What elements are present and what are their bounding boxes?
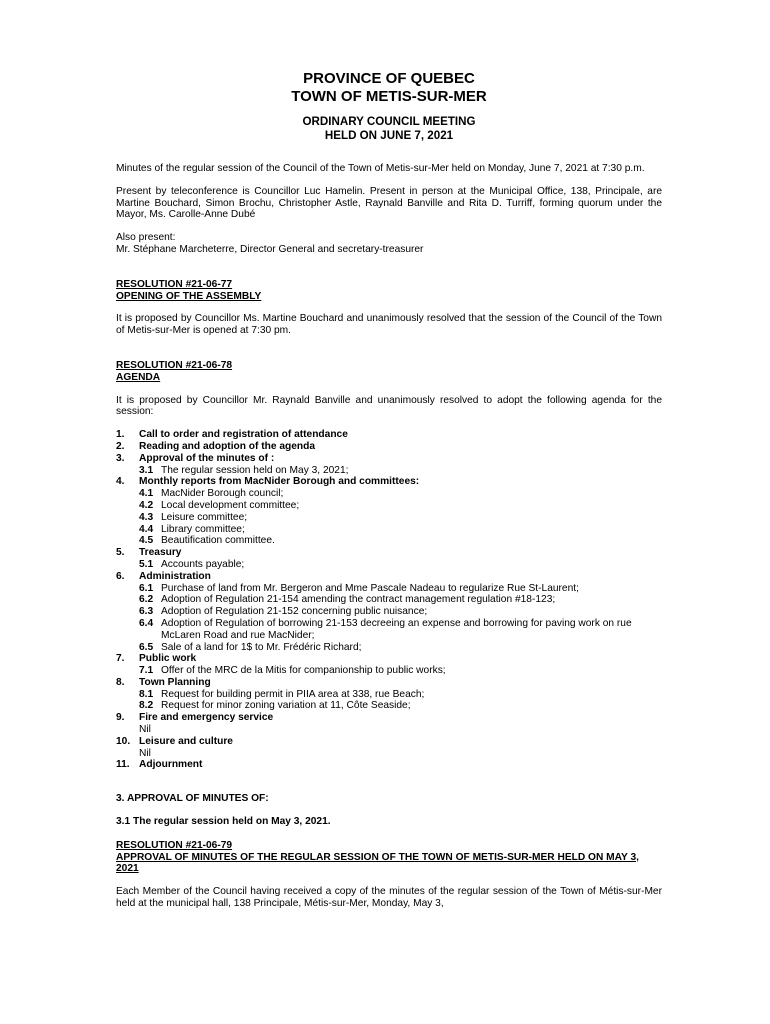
resolution-title: AGENDA — [116, 371, 161, 383]
agenda-item — [116, 476, 662, 547]
section-3-heading: 3. APPROVAL OF MINUTES OF: — [116, 793, 269, 805]
agenda-item — [116, 677, 662, 712]
agenda-subitem — [139, 724, 662, 736]
agenda-subitem — [139, 512, 662, 524]
agenda-subitem-number: 3.1 — [139, 464, 154, 476]
agenda-item-title: Town Planning — [139, 676, 211, 688]
intro-paragraph: Minutes of the regular session of the Council of the Town of Metis-sur-Mer held on Monday, June 7, 2021 at 7:30 p.m. — [116, 163, 645, 174]
agenda-subitem-text: Adoption of Regulation of borrowing 21-153 decreeing an expense and borrowing for paving work on rue McLaren Road and rue MacNider; — [161, 617, 632, 641]
agenda-item — [116, 736, 662, 760]
agenda-subitem-number: 6.5 — [139, 641, 154, 653]
meeting-title — [116, 115, 662, 143]
agenda-subitem — [139, 524, 662, 536]
agenda-subitem — [139, 465, 662, 477]
agenda-subitem-text: MacNider Borough council; — [161, 488, 284, 500]
agenda-subitem-text: Offer of the MRC de la Mitis for companionship to public works; — [161, 665, 446, 677]
agenda-subitem — [139, 594, 662, 606]
agenda-item-number: 4. — [116, 476, 125, 488]
resolution-title: APPROVAL OF MINUTES OF THE REGULAR SESSION OF THE TOWN OF METIS-SUR-MER HELD ON MAY 3, 2021 — [116, 851, 639, 875]
agenda-subitem-number: 8.2 — [139, 700, 154, 712]
agenda-item-number: 7. — [116, 653, 125, 665]
resolution-79-heading — [116, 840, 662, 875]
resolution-number: RESOLUTION #21-06-77 — [116, 278, 233, 290]
agenda-item-number: 9. — [116, 712, 125, 724]
agenda-subitem — [139, 606, 662, 618]
agenda-item-title: Leisure and culture — [139, 735, 233, 747]
agenda-item-number: 5. — [116, 547, 125, 559]
agenda-list — [116, 429, 662, 771]
agenda-subitem-number: 6.2 — [139, 594, 154, 606]
agenda-subitem-text: Adoption of Regulation 21-154 amending the contract management regulation #18-123; — [161, 594, 556, 606]
agenda-subitem — [139, 700, 662, 712]
agenda-subitem-text: Purchase of land from Mr. Bergeron and Mme Pascale Nadeau to regularize Rue St-Laurent; — [161, 582, 579, 594]
resolution-number: RESOLUTION #21-06-78 — [116, 359, 233, 371]
agenda-subitem-number: 7.1 — [139, 665, 154, 677]
attendance-paragraph: Present by teleconference is Councillor Luc Hamelin. Present in person at the Municipal Office, 138, Principale, are Martine Bouchard, Simon Brochu, Christopher Astle, Raynald Banville and Rita D. Turriff, forming quorum under the Mayor, Ms. Carolle-Anne Dubé — [116, 185, 662, 221]
agenda-subitem-text: Library committee; — [161, 523, 245, 535]
agenda-subitem-text: Request for building permit in PIIA area at 338, rue Beach; — [161, 688, 425, 700]
agenda-item-title: Administration — [139, 570, 211, 582]
agenda-subitem-number: 6.1 — [139, 582, 154, 594]
agenda-item-number: 10. — [116, 735, 131, 747]
agenda-item — [116, 441, 662, 453]
agenda-item-title: Adjournment — [139, 759, 203, 771]
agenda-item-title: Treasury — [139, 547, 182, 559]
agenda-item-number: 11. — [116, 759, 130, 771]
agenda-item — [116, 712, 662, 736]
agenda-subitem — [139, 488, 662, 500]
agenda-subitem-number: 5.1 — [139, 558, 154, 570]
agenda-item — [116, 429, 662, 441]
agenda-subitem — [139, 559, 662, 571]
agenda-subitem-text: Beautification committee. — [161, 535, 275, 547]
agenda-item — [116, 571, 662, 654]
agenda-subitem-number: 4.3 — [139, 511, 154, 523]
agenda-subitem — [139, 665, 662, 677]
resolution-number: RESOLUTION #21-06-79 — [116, 839, 233, 851]
agenda-subitem-number: 4.5 — [139, 535, 154, 547]
section-3-1-heading: 3.1 The regular session held on May 3, 2021. — [116, 816, 331, 828]
document-page — [116, 70, 662, 910]
agenda-subitem-number: 4.1 — [139, 488, 154, 500]
agenda-subitem-number: 6.3 — [139, 606, 154, 618]
resolution-78-heading — [116, 360, 662, 384]
agenda-subitem-text: Leisure committee; — [161, 511, 248, 523]
meeting-date: HELD ON JUNE 7, 2021 — [324, 129, 454, 142]
resolution-title: OPENING OF THE ASSEMBLY — [116, 290, 262, 302]
resolution-78-text: It is proposed by Councillor Mr. Raynald Banville and unanimously resolved to adopt the following agenda for the session: — [116, 394, 662, 418]
resolution-79-text: Each Member of the Council having received a copy of the minutes of the regular session of the Town of Métis-sur-Mer held at the municipal hall, 138 Principale, Métis-sur-Mer, Monday, May 3, — [116, 886, 662, 910]
agenda-item — [116, 453, 662, 477]
town-title: TOWN OF METIS-SUR-MER — [291, 87, 487, 105]
resolution-77-text: It is proposed by Councillor Ms. Martine Bouchard and unanimously resolved that the session of the Council of the Town of Metis-sur-Mer is opened at 7:30 pm. — [116, 313, 662, 337]
agenda-subitem — [139, 642, 662, 654]
agenda-subitem-text: Request for minor zoning variation at 11, Côte Seaside; — [161, 700, 411, 712]
agenda-item-title: Fire and emergency service — [139, 712, 274, 724]
resolution-77-heading — [116, 279, 662, 303]
agenda-item-title: Monthly reports from MacNider Borough and committees: — [139, 476, 420, 488]
agenda-subitem — [139, 583, 662, 595]
agenda-item-number: 2. — [116, 440, 125, 452]
also-present-label: Also present: — [116, 232, 176, 244]
agenda-item-title: Reading and adoption of the agenda — [139, 440, 316, 452]
agenda-item-title: Call to order and registration of attendance — [139, 429, 348, 441]
agenda-subitem-text: Nil — [139, 747, 151, 759]
agenda-item-number: 1. — [116, 429, 125, 441]
meeting-type: ORDINARY COUNCIL MEETING — [302, 115, 476, 128]
agenda-subitem-text: Adoption of Regulation 21-152 concerning public nuisance; — [161, 606, 428, 618]
agenda-subitem-text: Sale of a land for 1$ to Mr. Frédéric Richard; — [161, 641, 362, 653]
agenda-subitem-text: Nil — [139, 724, 151, 736]
agenda-item-title: Approval of the minutes of : — [139, 452, 275, 464]
agenda-item — [116, 653, 662, 677]
agenda-subitem-text: Accounts payable; — [161, 558, 245, 570]
agenda-subitem-number: 4.4 — [139, 523, 154, 535]
agenda-item-number: 8. — [116, 676, 125, 688]
agenda-subitem — [139, 500, 662, 512]
agenda-subitem-number: 4.2 — [139, 499, 154, 511]
agenda-subitem — [139, 689, 662, 701]
agenda-subitem-number: 8.1 — [139, 688, 154, 700]
agenda-item-title: Public work — [139, 653, 197, 665]
agenda-item-number: 6. — [116, 570, 125, 582]
agenda-item — [116, 759, 662, 771]
agenda-subitem-text: The regular session held on May 3, 2021; — [161, 464, 349, 476]
agenda-subitem-number: 6.4 — [139, 617, 154, 629]
agenda-subitem — [139, 748, 662, 760]
province-title: PROVINCE OF QUEBEC — [303, 70, 475, 87]
agenda-subitem-text: Local development committee; — [161, 499, 300, 511]
also-present-text: Mr. Stéphane Marcheterre, Director General and secretary-treasurer — [116, 243, 424, 255]
agenda-item-number: 3. — [116, 452, 125, 464]
agenda-subitem — [139, 618, 662, 642]
agenda-item — [116, 547, 662, 571]
agenda-subitem — [139, 535, 662, 547]
